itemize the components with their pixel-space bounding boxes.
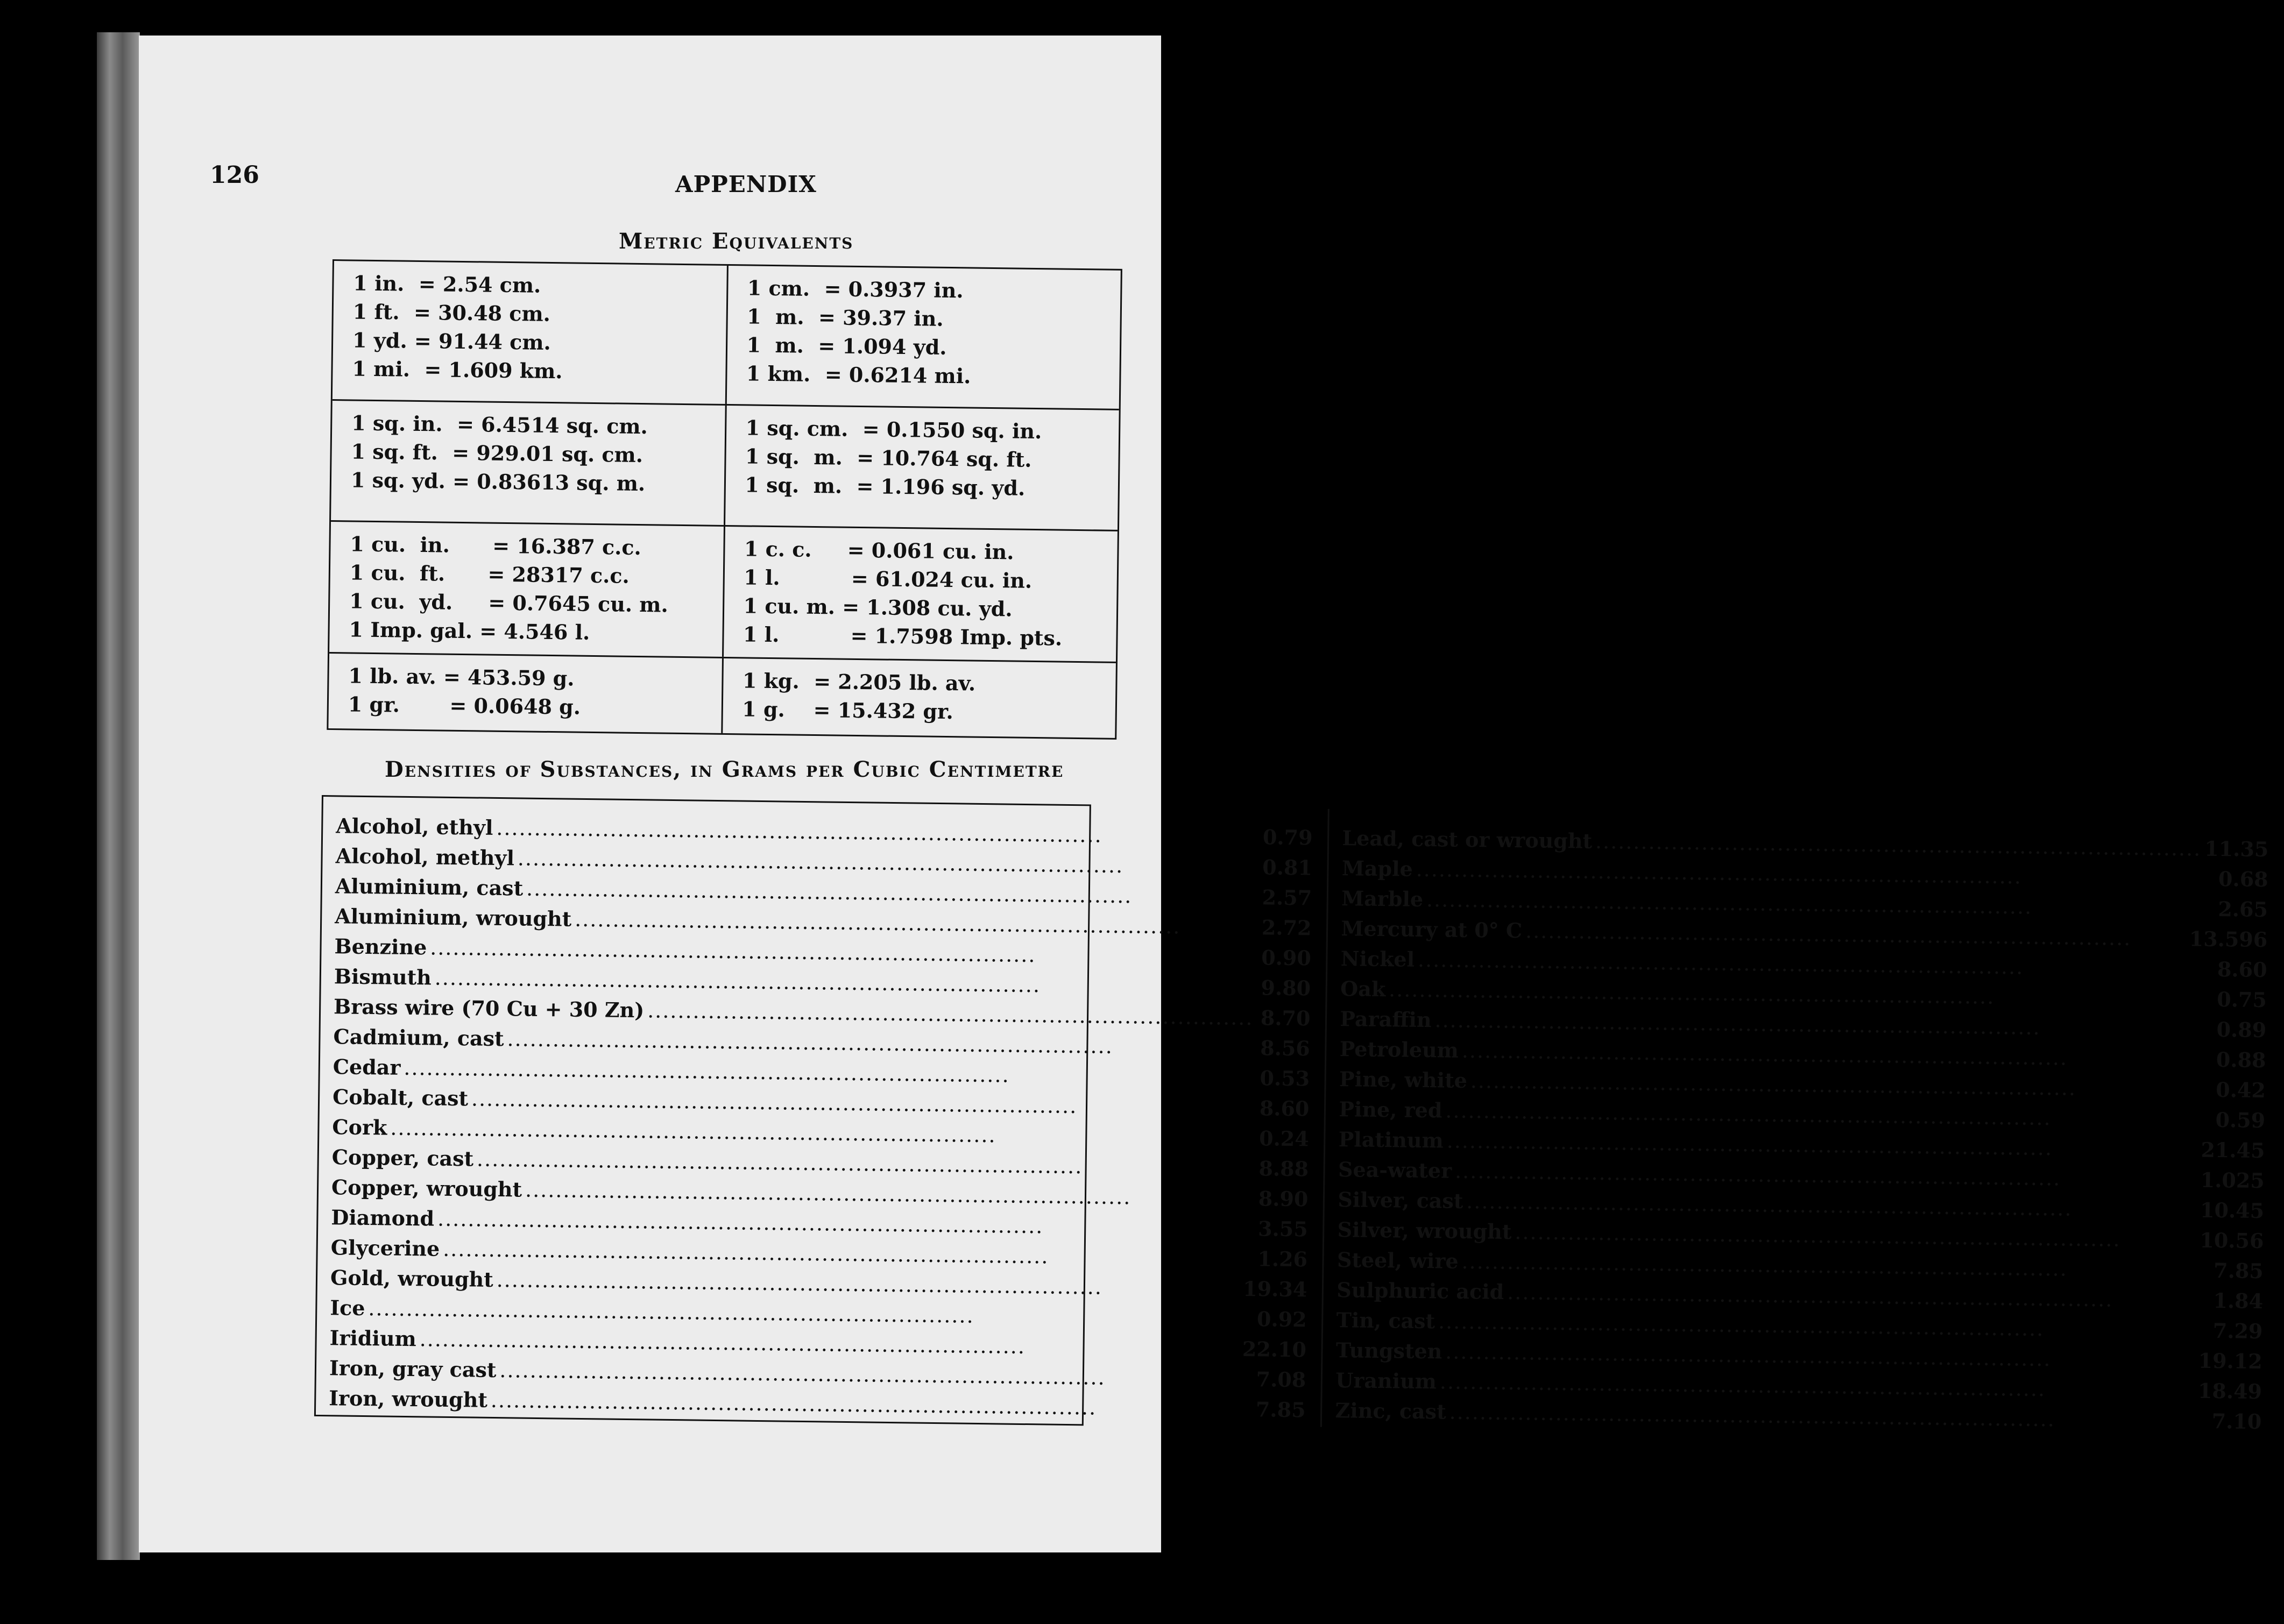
density-value: 2.72 <box>1261 915 1312 940</box>
substance-name: Pine, white <box>1339 1067 1468 1093</box>
metric-line: 1 sq. m. = 1.196 sq. yd. <box>745 472 1026 500</box>
substance-name: Sulphuric acid <box>1337 1278 1504 1304</box>
metric-line: 1 c. c. = 0.061 cu. in. <box>744 536 1014 564</box>
substance-name: Sea-water <box>1338 1157 1452 1183</box>
metric-line: 1 km. = 0.6214 mi. <box>746 361 971 388</box>
density-value: 22.10 <box>1242 1336 1307 1362</box>
density-value: 1.025 <box>2200 1167 2265 1193</box>
substance-name: Nickel <box>1340 946 1415 971</box>
substance-name: Pine, red <box>1339 1097 1442 1123</box>
substance-name: Alcohol, methyl <box>335 843 515 870</box>
metric-line: 1 yd. = 91.44 cm. <box>352 328 551 354</box>
metric-line: 1 ft. = 30.48 cm. <box>352 299 551 326</box>
density-value: 0.59 <box>2215 1108 2266 1133</box>
density-value: 8.90 <box>1258 1186 1309 1211</box>
substance-name: Copper, wrought <box>331 1175 522 1202</box>
density-value: 13.596 <box>2189 926 2268 952</box>
substance-name: Tungsten <box>1335 1338 1442 1364</box>
substance-name: Bismuth <box>334 964 432 990</box>
metric-cell-right <box>721 658 1116 738</box>
substance-name: Marble <box>1341 886 1424 912</box>
density-value: 0.68 <box>2218 867 2268 892</box>
metric-line: 1 cu. m. = 1.308 cu. yd. <box>743 593 1013 621</box>
substance-name: Aluminium, wrought <box>334 904 572 931</box>
metric-cell-left <box>329 522 723 657</box>
substance-name: Iridium <box>329 1325 417 1351</box>
metric-line: 1 l. = 1.7598 Imp. pts. <box>743 622 1063 650</box>
metric-line: 1 kg. = 2.205 lb. av. <box>742 668 976 696</box>
substance-name: Petroleum <box>1339 1037 1459 1062</box>
density-value: 8.60 <box>1259 1096 1310 1121</box>
metric-cell-left <box>328 654 722 733</box>
substance-name: Paraffin <box>1340 1006 1432 1032</box>
running-head: APPENDIX <box>675 171 817 197</box>
metric-line: 1 g. = 15.432 gr. <box>742 697 954 724</box>
density-value: 0.90 <box>1261 945 1312 970</box>
substance-name: Alcohol, ethyl <box>336 813 493 840</box>
page-number: 126 <box>210 161 259 189</box>
density-value: 11.35 <box>2204 836 2269 862</box>
metric-line: 1 gr. = 0.0648 g. <box>348 692 581 719</box>
density-value: 8.56 <box>1260 1036 1311 1061</box>
substance-name: Cadmium, cast <box>333 1024 504 1051</box>
substance-name: Mercury at 0° C <box>1341 916 1523 943</box>
substance-name: Glycerine <box>330 1235 440 1261</box>
substance-name: Cork <box>332 1115 387 1140</box>
metric-line: 1 sq. in. = 6.4514 sq. cm. <box>351 410 648 439</box>
metric-line: 1 cu. in. = 16.387 c.c. <box>350 531 642 560</box>
metric-line: 1 cm. = 0.3937 in. <box>747 275 964 303</box>
metric-line: 1 mi. = 1.609 km. <box>352 356 563 384</box>
density-value: 9.80 <box>1261 975 1311 1001</box>
metric-line: 1 Imp. gal. = 4.546 l. <box>349 617 590 644</box>
metric-section-area <box>331 401 1119 531</box>
metric-line: 1 cu. ft. = 28317 c.c. <box>349 560 630 588</box>
metric-cell-right <box>722 527 1118 662</box>
substance-name: Diamond <box>331 1205 435 1231</box>
substance-name: Cedar <box>333 1054 401 1080</box>
densities-column-right <box>1320 809 2284 1439</box>
metric-cell-right <box>724 406 1119 530</box>
density-value: 8.88 <box>1258 1156 1309 1181</box>
density-value: 0.42 <box>2216 1077 2266 1103</box>
densities-caption: Densities of Substances, in Grams per Cubic Centimetre <box>385 757 1064 782</box>
density-value: 0.75 <box>2217 987 2267 1012</box>
metric-section-length <box>333 261 1121 410</box>
density-value: 7.08 <box>1256 1367 1306 1392</box>
density-value: 1.84 <box>2213 1288 2264 1314</box>
metric-equivalents-table <box>327 259 1122 740</box>
density-value: 0.89 <box>2216 1017 2267 1043</box>
metric-line: 1 lb. av. = 453.59 g. <box>348 663 575 691</box>
substance-name: Brass wire (70 Cu + 30 Zn) <box>333 994 645 1023</box>
density-value: 7.85 <box>2213 1258 2264 1283</box>
density-value: 19.12 <box>2198 1348 2262 1374</box>
substance-name: Silver, cast <box>1338 1187 1463 1213</box>
substance-name: Cobalt, cast <box>332 1084 469 1111</box>
density-value: 10.45 <box>2200 1197 2265 1223</box>
density-value: 7.85 <box>1255 1397 1306 1422</box>
density-value: 7.29 <box>2212 1318 2263 1344</box>
densities-column-left <box>316 797 1328 1427</box>
density-value: 8.70 <box>1260 1005 1311 1031</box>
metric-line: 1 l. = 61.024 cu. in. <box>744 565 1033 593</box>
density-value: 0.88 <box>2216 1047 2266 1073</box>
density-value: 2.65 <box>2218 897 2268 922</box>
density-value: 8.60 <box>2217 957 2267 982</box>
metric-line: 1 sq. m. = 10.764 sq. ft. <box>745 444 1032 472</box>
density-value: 19.34 <box>1243 1276 1307 1302</box>
metric-section-volume <box>329 522 1118 663</box>
density-value: 2.57 <box>1262 885 1312 910</box>
substance-name: Aluminium, cast <box>335 874 524 900</box>
substance-name: Ice <box>330 1295 365 1321</box>
metric-section-mass <box>328 654 1116 738</box>
substance-name: Platinum <box>1338 1127 1444 1153</box>
density-value: 0.53 <box>1260 1066 1310 1091</box>
metric-line: 1 cu. yd. = 0.7645 cu. m. <box>349 588 669 617</box>
substance-name: Iron, gray cast <box>329 1356 497 1382</box>
density-value: 0.92 <box>1256 1307 1307 1332</box>
substance-name: Copper, cast <box>331 1145 474 1171</box>
metric-line: 1 m. = 1.094 yd. <box>746 332 947 359</box>
density-value: 3.55 <box>1257 1216 1308 1242</box>
density-value: 0.79 <box>1262 825 1313 850</box>
density-value: 10.56 <box>2200 1228 2264 1253</box>
metric-cell-left <box>333 261 727 404</box>
density-value: 1.26 <box>1257 1246 1308 1272</box>
density-value: 0.81 <box>1262 855 1313 880</box>
substance-name: Tin, cast <box>1336 1308 1436 1334</box>
density-value: 18.49 <box>2197 1378 2262 1404</box>
substance-name: Maple <box>1341 856 1413 881</box>
substance-name: Silver, wrought <box>1337 1217 1512 1244</box>
substance-name: Lead, cast or wrought <box>1342 826 1593 853</box>
metric-line: 1 sq. ft. = 929.01 sq. cm. <box>351 439 644 467</box>
metric-line: 1 sq. yd. = 0.83613 sq. m. <box>350 467 646 496</box>
densities-table <box>314 795 2269 1434</box>
density-value: 0.24 <box>1258 1126 1310 1151</box>
substance-name: Iron, wrought <box>329 1386 488 1412</box>
metric-line: 1 sq. cm. = 0.1550 sq. in. <box>745 415 1042 444</box>
metric-cell-left <box>331 401 725 525</box>
substance-name: Zinc, cast <box>1335 1398 1446 1424</box>
metric-caption: Metric Equivalents <box>619 229 854 254</box>
metric-cell-right <box>725 266 1121 409</box>
density-value: 7.10 <box>2211 1409 2262 1434</box>
substance-name: Steel, wire <box>1337 1247 1459 1273</box>
substance-name: Benzine <box>334 934 427 960</box>
substance-name: Gold, wrought <box>330 1265 494 1292</box>
substance-name: Uranium <box>1335 1368 1437 1394</box>
metric-line: 1 m. = 39.37 in. <box>746 304 944 331</box>
substance-name: Oak <box>1340 976 1386 1002</box>
book-spine <box>97 32 140 1560</box>
density-value: 21.45 <box>2201 1137 2265 1163</box>
metric-line: 1 in. = 2.54 cm. <box>353 271 541 297</box>
